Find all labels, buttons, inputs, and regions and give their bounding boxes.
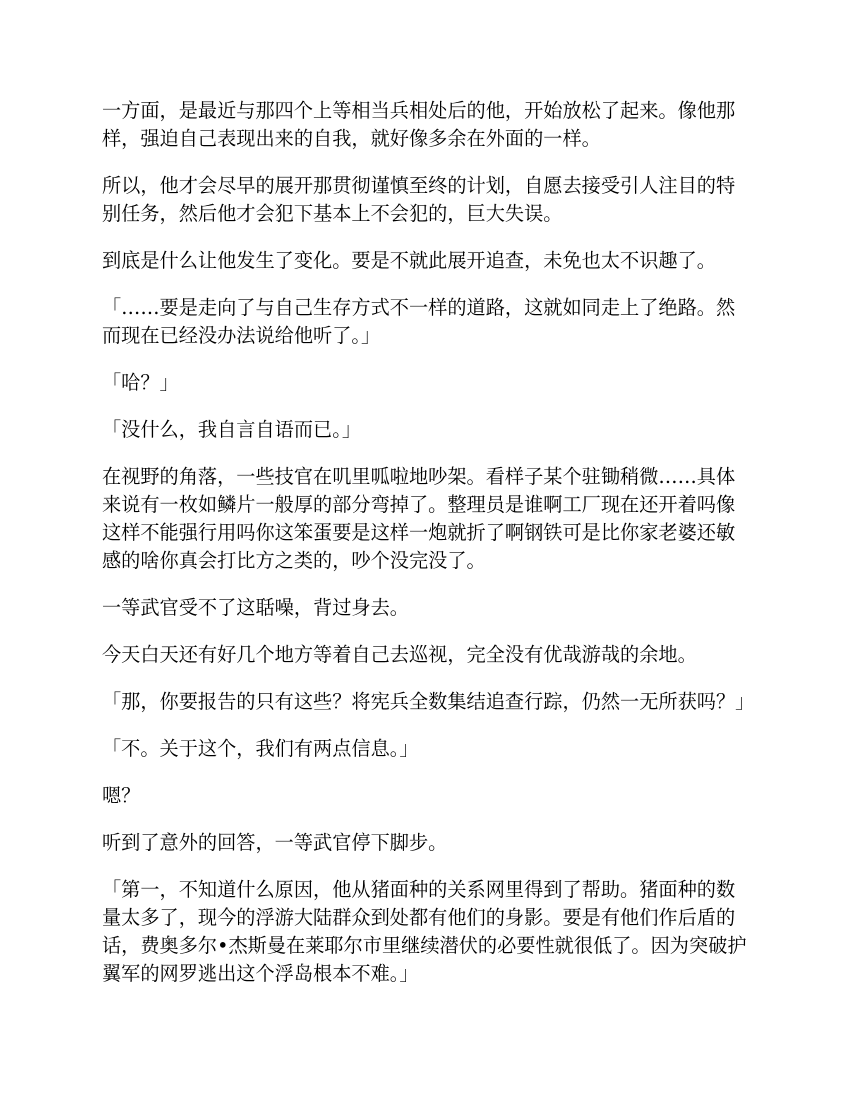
paragraph: 「不。关于这个，我们有两点信息。」 bbox=[102, 737, 419, 760]
document-page bbox=[102, 97, 755, 1007]
paragraph: 听到了意外的回答，一等武官停下脚步。 bbox=[102, 831, 448, 854]
paragraph: 所以，他才会尽早的展开那贯彻谨慎至终的计划，自愿去接受引人注目的特别任务，然后他才会犯下基本上不会犯的，巨大失误。 bbox=[102, 174, 736, 225]
paragraph: 「哈？」 bbox=[102, 371, 179, 394]
paragraph: 今天白天还有好几个地方等着自己去巡视，完全没有优哉游哉的余地。 bbox=[102, 643, 697, 666]
paragraph: 「……要是走向了与自己生存方式不一样的道路，这就如同走上了绝路。然而现在已经没办法说给他听了。」 bbox=[102, 296, 736, 347]
paragraph: 「第一，不知道什么原因，他从猪面种的关系网里得到了帮助。猪面种的数量太多了，现今的浮游大陆群众到处都有他们的身影。要是有他们作后盾的话，费奥多尔•杰斯曼在莱耶尔市里继续潜伏的必要性就很低了。因为突破护翼军的网罗逃出这个浮岛根本不难。」 bbox=[102, 878, 747, 985]
paragraph: 「没什么，我自言自语而已。」 bbox=[102, 418, 362, 441]
paragraph: 一方面，是最近与那四个上等相当兵相处后的他，开始放松了起来。像他那样，强迫自己表现出来的自我，就好像多余在外面的一样。 bbox=[102, 99, 736, 150]
paragraph: 一等武官受不了这聒噪，背过身去。 bbox=[102, 596, 409, 619]
paragraph: 到底是什么让他发生了变化。要是不就此展开追查，未免也太不识趣了。 bbox=[102, 249, 716, 272]
paragraph: 嗯？ bbox=[102, 784, 141, 807]
paragraph: 「那，你要报告的只有这些？将宪兵全数集结追查行踪，仍然一无所获吗？」 bbox=[102, 690, 755, 713]
paragraph: 在视野的角落，一些技官在叽里呱啦地吵架。看样子某个驻锄稍微……具体来说有一枚如鳞片一般厚的部分弯掉了。整理员是谁啊工厂现在还开着吗像这样不能强行用吗你这笨蛋要是这样一炮就折了啊钢铁可是比你家老婆还敏感的啥你真会打比方之类的，吵个没完没了。 bbox=[102, 465, 736, 572]
